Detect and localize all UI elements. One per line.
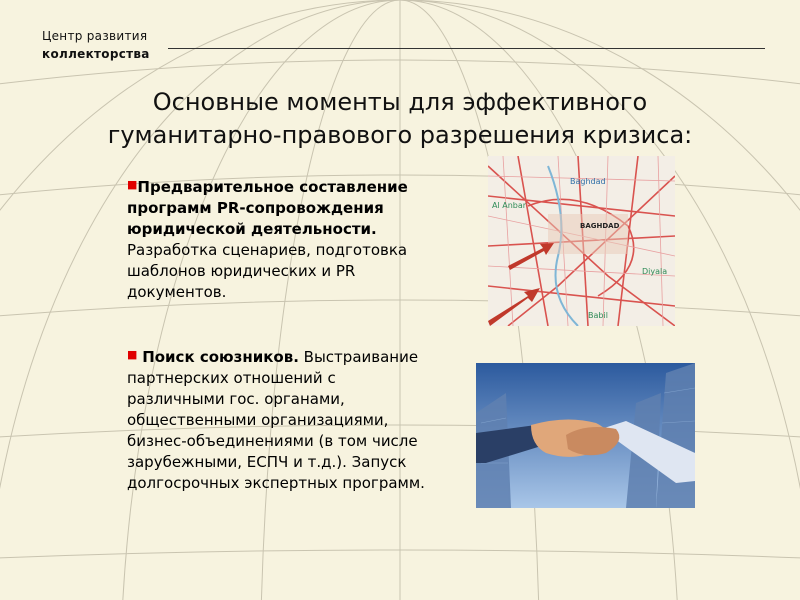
slide-title-line1: Основные моменты для эффективного (152, 88, 648, 116)
bullet-item (127, 174, 457, 303)
map-label-al-anbar: Al Anbar (492, 201, 527, 210)
bullet-text: Разработка сценариев, подготовка шаблонов юридических и PR документов. (127, 241, 408, 301)
organization-name (42, 27, 150, 63)
slide-title-line2: гуманитарно-правового разрешения кризиса: (107, 121, 693, 149)
header-divider (168, 48, 765, 49)
baghdad-map-image (488, 156, 675, 326)
bullet-text: Выстраивание партнерских отношений с различными гос. органами, общественными организациями, бизнес-объединениями (в том числе зарубежными, ЕСПЧ и т.д.). Запуск долгосрочных экспертных программ. (127, 348, 425, 492)
bullet-bold-text: Предварительное составление программ PR-сопровождения юридической деятельности. (127, 178, 408, 238)
bullet-item (127, 344, 427, 494)
bullet-marker-icon: ■ (127, 348, 138, 361)
slide-title (30, 86, 770, 152)
org-name-line2: коллекторства (42, 47, 150, 61)
handshake-photo (476, 363, 695, 508)
bullet-bold-text: Поиск союзников. (142, 348, 299, 366)
org-name-line1: Центр развития (42, 29, 148, 43)
bullet-marker-icon: ■ (127, 178, 138, 191)
map-label-baghdad-city: BAGHDAD (580, 222, 620, 230)
map-label-diyala: Diyala (642, 267, 668, 276)
map-label-babil: Babil (588, 311, 608, 320)
map-label-baghdad: Baghdad (570, 177, 606, 186)
